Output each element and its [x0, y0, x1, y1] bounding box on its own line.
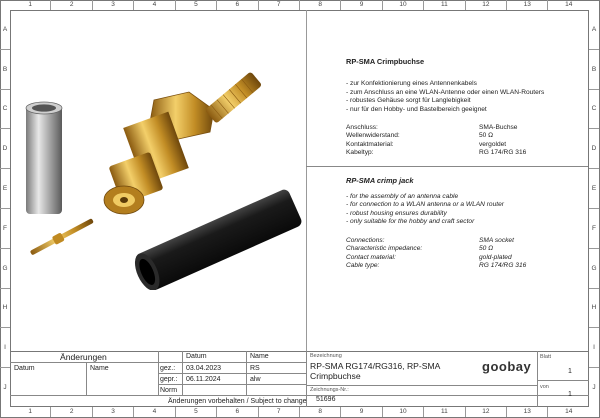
spec-label: Anschluss: — [346, 124, 378, 132]
ruler-col: 6 — [217, 407, 258, 417]
ruler-col: 1 — [10, 407, 51, 417]
spec-label: Characteristic impedance: — [346, 245, 423, 253]
ruler-col: 5 — [176, 0, 217, 10]
ruler-col: 13 — [507, 407, 548, 417]
drawn-name: RS — [250, 365, 260, 372]
center-pin — [29, 216, 95, 257]
ruler-row: A — [0, 10, 10, 50]
grid-line — [537, 351, 538, 407]
ruler-col: 9 — [341, 0, 382, 10]
row-norm-label: Norm — [160, 387, 178, 394]
rights-notice: Änderungen vorbehalten / Subject to change — [168, 398, 307, 405]
grid-line — [158, 384, 306, 385]
ruler-row: E — [589, 169, 599, 209]
ruler-col: 11 — [424, 407, 465, 417]
ruler-row: A — [589, 10, 599, 50]
spec-value: 50 Ω — [479, 245, 494, 253]
sheet-total-label: von — [540, 384, 549, 390]
checked-date: 06.11.2024 — [186, 376, 221, 383]
designation-label: Bezeichnung — [310, 353, 342, 359]
list-item: - zum Anschluss an eine WLAN-Antenne oder einen WLAN-Routers — [346, 89, 586, 97]
ruler-col: 10 — [383, 0, 424, 10]
ruler-row: G — [0, 249, 10, 289]
list-item: - for connection to a WLAN antenna or a WLAN router — [346, 201, 586, 209]
product-photo — [14, 70, 302, 290]
ruler-row: F — [589, 209, 599, 249]
ruler-col: 13 — [507, 0, 548, 10]
ruler-row: J — [592, 384, 596, 392]
spec-table-de — [346, 124, 586, 158]
ruler-row: H — [0, 289, 10, 329]
ruler-row: G — [589, 249, 599, 289]
ruler-col: 12 — [466, 407, 507, 417]
ruler-row: E — [0, 169, 10, 209]
column-ruler-bottom — [10, 407, 589, 417]
ruler-col: 5 — [176, 407, 217, 417]
sheet-number: 1 — [568, 368, 572, 375]
ruler-row: B — [589, 50, 599, 90]
heat-shrink-tube — [130, 188, 302, 290]
panel-divider — [306, 10, 307, 351]
list-item: - robust housing ensures durability — [346, 210, 586, 218]
ruler-col: 7 — [259, 407, 300, 417]
drawing-number: 51696 — [316, 396, 336, 403]
ruler-row: F — [0, 209, 10, 249]
list-item: - robustes Gehäuse sorgt für Langlebigkeit — [346, 97, 586, 105]
ruler-row: H — [589, 289, 599, 329]
header-date: Datum — [186, 353, 207, 360]
ruler-col: 14 — [565, 408, 573, 415]
ruler-col: 11 — [424, 0, 465, 10]
list-item: - only suitable for the hobby and craft sector — [346, 218, 586, 226]
ruler-row: C — [589, 90, 599, 130]
sheet-total: 1 — [568, 391, 572, 398]
grid-line — [158, 373, 306, 374]
row-checked-label: gepr.: — [160, 376, 178, 383]
language-separator — [306, 166, 588, 167]
feature-list-en — [346, 193, 586, 227]
product-title-de: RP-SMA Crimpbuchse — [346, 57, 425, 66]
header-name: Name — [250, 353, 269, 360]
drawing-number-label: Zeichnungs-Nr.: — [310, 387, 349, 393]
spec-label: Kontaktmaterial: — [346, 140, 394, 148]
ruler-row: I — [589, 328, 599, 368]
ruler-col: 12 — [466, 0, 507, 10]
ruler-row: D — [0, 129, 10, 169]
ruler-col: 6 — [217, 0, 258, 10]
spec-table-en — [346, 237, 586, 271]
product-description — [346, 58, 586, 270]
crimp-ferrule — [26, 102, 62, 214]
changes-col-date: Datum — [14, 365, 35, 372]
spec-label: Cable type: — [346, 261, 380, 269]
grid-line — [158, 351, 159, 395]
spec-value: SMA socket — [479, 236, 514, 244]
ruler-row: J — [3, 384, 7, 392]
changes-header: Änderungen — [60, 352, 107, 362]
grid-line — [86, 362, 87, 395]
spec-value: RG 174/RG 316 — [479, 149, 527, 157]
brand-logo: goobay — [482, 359, 532, 374]
ruler-row: D — [589, 129, 599, 169]
grid-line — [246, 351, 247, 395]
spec-label: Wellenwiderstand: — [346, 132, 400, 140]
sheet-label: Blatt — [540, 354, 552, 360]
drawn-date: 03.04.2023 — [186, 365, 222, 372]
ruler-col: 4 — [134, 0, 175, 10]
checked-name: alw — [250, 376, 261, 383]
ruler-col: 8 — [300, 0, 341, 10]
changes-col-name: Name — [90, 365, 109, 372]
ruler-col: 2 — [51, 407, 92, 417]
ruler-row: C — [0, 90, 10, 130]
ruler-row: I — [0, 328, 10, 368]
ruler-col: 8 — [300, 407, 341, 417]
ruler-row: B — [0, 50, 10, 90]
list-item: - for the assembly of an antenna cable — [346, 193, 586, 201]
spec-value: vergoldet — [479, 140, 507, 148]
spec-value: gold-plated — [479, 253, 512, 261]
column-ruler-top — [10, 0, 589, 10]
ruler-col: 2 — [51, 0, 92, 10]
ruler-col: 1 — [10, 0, 51, 10]
list-item: - nur für den Hobby- und Bastelbereich geeignet — [346, 106, 586, 114]
spec-value: 50 Ω — [479, 132, 494, 140]
spec-value: SMA-Buchse — [479, 124, 518, 132]
ruler-col: 4 — [134, 407, 175, 417]
spec-label: Kabeltyp: — [346, 149, 374, 157]
grid-line — [537, 380, 589, 381]
ruler-col: 14 — [565, 1, 573, 8]
rp-sma-connector — [104, 71, 262, 214]
ruler-col: 9 — [341, 407, 382, 417]
ruler-col: 3 — [93, 0, 134, 10]
ruler-col: 7 — [259, 0, 300, 10]
spec-value: RG 174/RG 316 — [479, 261, 527, 269]
row-drawn-label: gez.: — [160, 365, 176, 372]
row-ruler-left — [0, 10, 10, 407]
ruler-col: 3 — [93, 407, 134, 417]
spec-label: Contact material: — [346, 253, 396, 261]
grid-line — [182, 351, 183, 395]
feature-list-de — [346, 80, 586, 114]
row-ruler-right — [589, 10, 599, 407]
list-item: - zur Konfektionierung eines Antennenkabels — [346, 80, 586, 88]
grid-line — [10, 395, 589, 396]
product-title-en: RP-SMA crimp jack — [346, 175, 414, 185]
designation: RP-SMA RG174/RG316, RP-SMA Crimpbuchse — [310, 361, 440, 381]
ruler-col: 10 — [383, 407, 424, 417]
spec-label: Connections: — [346, 236, 385, 244]
